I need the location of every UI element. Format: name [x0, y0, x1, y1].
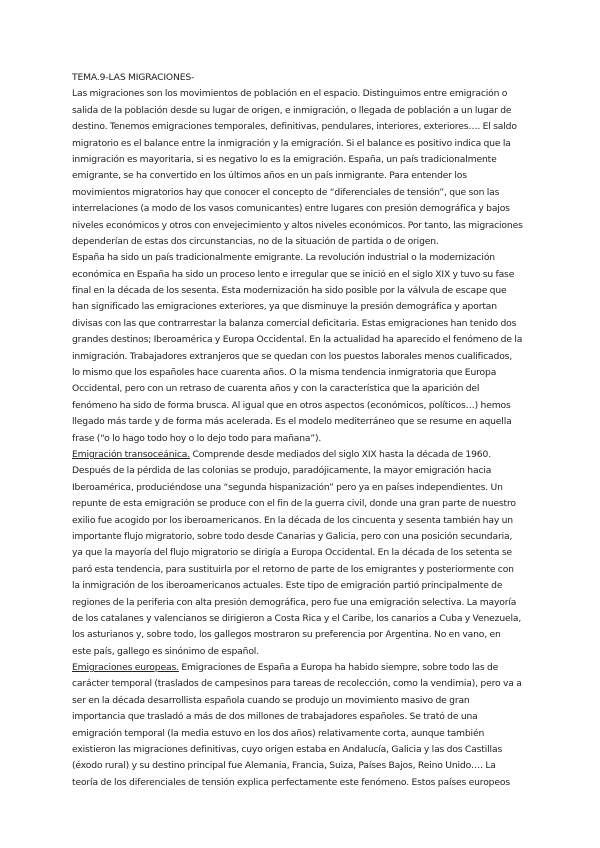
text-line: salida de la población desde su lugar de origen, e inmigración, o llegada de población a un lugar de [72, 104, 512, 116]
text-line: regiones de la periferia con alta presión demográfica, pero fue una emigración selectiva. La mayoría [72, 596, 517, 608]
text-line: importancia que trasladó a más de dos millones de trabajadores españoles. Se trató de una [72, 711, 478, 723]
text-line: este país, gallego es sinónimo de español. [72, 645, 259, 657]
text-line: exilio fue acogido por los iberoamericanos. En la década de los cincuenta y sesenta también hay un [72, 514, 513, 526]
text-line: dependerían de estas dos circunstancias, no de la situación de partida o de origen. [72, 235, 439, 247]
paragraph-transoceanic [72, 447, 532, 660]
paragraph-intro [72, 86, 532, 250]
text-line: han significado las emigraciones exteriores, ya que disminuye la presión demográfica y aportan [72, 301, 497, 313]
text-line: interrelaciones (a modo de los vasos comunicantes) entre lugares con presión demográfica y bajos [72, 203, 510, 215]
text-line: ser en la década desarrollista española cuando se produjo un movimiento masivo de gran [72, 694, 470, 706]
text-line: lo mismo que los españoles hace cuarenta años. O la misma tendencia inmigratoria que Europa [72, 367, 497, 379]
text-line: divisas con las que contrarrestar la balanza comercial deficitaria. Estas emigraciones han tenido dos [72, 317, 517, 329]
section-heading: Emigración transoceánica. [72, 448, 191, 460]
text-line: movimientos migratorios hay que conocer el concepto de “diferenciales de tensión”, que son las [72, 186, 500, 198]
text-line: migratorio es el balance entre la inmigración y la emigración. Si el balance es positivo indica que la [72, 137, 511, 149]
document-page [72, 70, 532, 791]
text-line: Iberoamérica, produciéndose una “segunda hispanización” pero ya en países independientes. Un [72, 481, 503, 493]
text-line: España ha sido un país tradicionalmente emigrante. La revolución industrial o la modernización [72, 252, 495, 264]
section-heading: Emigraciones europeas. [72, 662, 179, 674]
text-line: fenómeno ha sido de forma brusca. Al igual que en otros aspectos (económicos, políticos…) hemos [72, 399, 511, 411]
text-line: inmigración es mayoritaria, si es negativo lo es la emigración. España, un país tradicionalmente [72, 153, 497, 165]
text-line: inmigración. Trabajadores extranjeros que se quedan con los puestos laborales menos cualificados, [72, 350, 513, 362]
text-line: paró esta tendencia, para sustituirla por el retorno de parte de los emigrantes y posteriormente con [72, 563, 514, 575]
text-line: final en la década de los sesenta. Esta modernización ha sido posible por la válvula de escape que [72, 285, 507, 297]
text-line: económica en España ha sido un proceso lento e irregular que se inició en el siglo XIX y tuvo su fase [72, 268, 515, 280]
text-line: niveles económicos y otros con envejecimiento y altos niveles económicos. Por tanto, las migraciones [72, 219, 523, 231]
text-line: Las migraciones son los movimientos de población en el espacio. Distinguimos entre emigración o [72, 88, 508, 100]
text-line: llegado más tarde y de forma más acelerada. Es el modelo mediterráneo que se resume en aquella [72, 416, 512, 428]
text-line: repunte de esta emigración se produce con el fin de la guerra civil, donde una gran parte de nuestro [72, 498, 516, 510]
text-line: los asturianos y, sobre todo, los gallegos mostraron su preferencia por Argentina. No en vano, en [72, 629, 501, 641]
text-line: (éxodo rural) y su destino principal fue Alemania, Francia, Suiza, Países Bajos, Reino Unido…. La [72, 760, 496, 772]
text-line: ya que la mayoría del flujo migratorio se dirigía a Europa Occidental. En la década de los setenta se [72, 547, 512, 559]
text-line: Después de la pérdida de las colonias se produjo, paradójicamente, la mayor emigración hacia [72, 465, 492, 477]
text-line: la inmigración de los iberoamericanos actuales. Este tipo de emigración partió principalmente de [72, 580, 503, 592]
text-line [72, 447, 532, 463]
text-line: de los catalanes y valencianos se dirigieron a Costa Rica y el Caribe, los canarios a Cuba y Venezuela, [72, 612, 522, 624]
text-line: importante flujo migratorio, sobre todo desde Canarias y Galicia, pero con una posición secundaria, [72, 530, 513, 542]
text-line: grandes destinos; Iberoamérica y Europa Occidental. En la actualidad ha aparecido el fenómeno de la [72, 334, 523, 346]
text-fragment: Comprende desde mediados del siglo XIX hasta la década de 1960. [190, 448, 491, 460]
text-line: teoría de los diferenciales de tensión explica perfectamente este fenómeno. Estos países europeos [72, 776, 510, 788]
text-line: existieron las migraciones definitivas, cuyo origen estaba en Andalucía, Galicia y las dos Castillas [72, 744, 503, 756]
text-line: frase (“o lo hago todo hoy o lo dejo todo para mañana”). [72, 432, 322, 444]
paragraph-spain-emigrant [72, 250, 532, 447]
paragraph-european [72, 660, 532, 791]
text-line: Occidental, pero con un retraso de cuarenta años y con la característica que la aparición del [72, 383, 480, 395]
text-fragment: Emigraciones de España a Europa ha habido siempre, sobre todo las de [178, 662, 499, 674]
text-line: emigración temporal (la media estuvo en los dos años) relativamente corta, aunque también [72, 727, 485, 739]
text-line: emigrante, se ha convertido en los últimos años en un país inmigrante. Para entender los [72, 170, 467, 182]
text-line: carácter temporal (traslados de campesinos para tareas de recolección, como la vendimia), pero va a [72, 678, 522, 690]
text-line: destino. Tenemos emigraciones temporales, definitivas, pendulares, interiores, exteriores…. El saldo [72, 121, 517, 133]
document-title: TEMA.9-LAS MIGRACIONES- [72, 72, 195, 83]
text-line [72, 660, 532, 676]
